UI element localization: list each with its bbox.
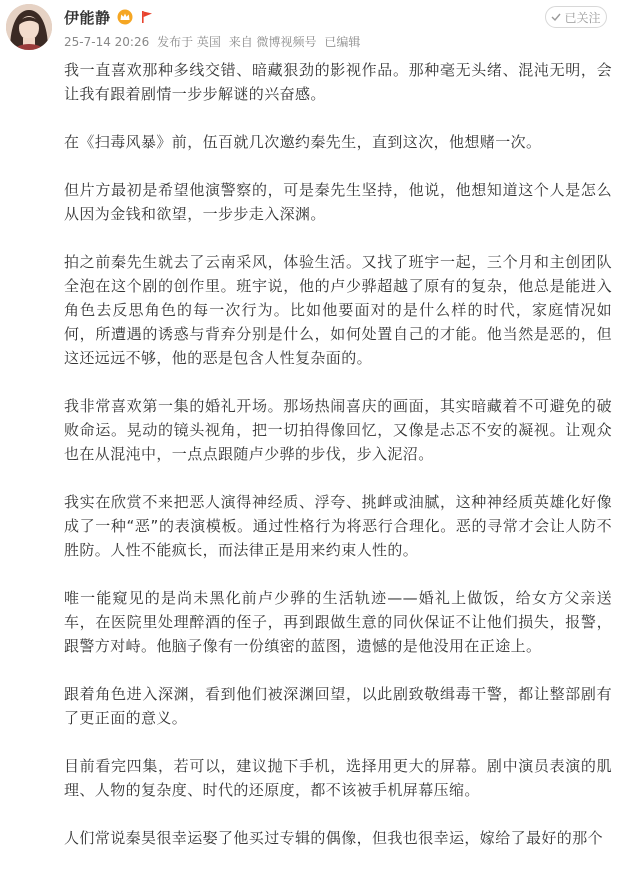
username-row xyxy=(64,6,155,28)
follow-button-label: 已关注 xyxy=(564,10,601,25)
post-paragraph-6: 我实在欣赏不来把恶人演得神经质、浮夸、挑衅或油腻，这种神经质英雄化好像成了一种“恶”的表演模板。通过性格行为将恶行合理化。恶的寻常才会让人防不胜防。人性不能疯长，而法律正是用来约束人性的。 xyxy=(64,493,612,559)
post-header xyxy=(0,0,622,56)
post-content xyxy=(64,58,612,874)
post-paragraph-9: 目前看完四集，若可以，建议抛下手机，选择用更大的屏幕。剧中演员表演的肌理、人物的复杂度、时代的还原度，都不该被手机屏幕压缩。 xyxy=(64,757,612,799)
post-paragraph-4: 拍之前秦先生就去了云南采风，体验生活。又找了班宇一起，三个月和主创团队全泡在这个剧的创作里。班宇说，他的卢少骅超越了原有的复杂，他总是能进入角色去反思角色的每一次行为。比如他要面对的是什么样的时代，家庭情况如何，所遭遇的诱惑与背弃分别是什么，如何处置自己的才能。他当然是恶的，但这还远远不够，他的恶是包含人性复杂面的。 xyxy=(64,253,612,367)
post-paragraph-10: 人们常说秦昊很幸运娶了他买过专辑的偶像，但我也很幸运，嫁给了最好的那个 xyxy=(64,829,604,847)
post-paragraph-8: 跟着角色进入深渊，看到他们被深渊回望，以此剧致敬缉毒干警，都让整部剧有了更正面的意义。 xyxy=(64,685,612,727)
red-flag-icon xyxy=(139,9,155,25)
username[interactable]: 伊能静 xyxy=(64,8,111,27)
post-date: 25-7-14 20:26 xyxy=(64,35,150,49)
post-paragraph-7: 唯一能窥见的是尚未黑化前卢少骅的生活轨迹——婚礼上做饭，给女方父亲送车，在医院里处理醉酒的侄子，再到跟做生意的同伙保证不让他们损失，报警，跟警方对峙。他脑子像有一份缜密的蓝图，遗憾的是他没用在正途上。 xyxy=(64,589,612,655)
post-edited-status[interactable]: 已编辑 xyxy=(324,35,361,49)
post-source[interactable]: 来自 微博视频号 xyxy=(228,35,317,49)
post-paragraph-1: 我一直喜欢那种多线交错、暗藏狠劲的影视作品。那种毫无头绪、混沌无明，会让我有跟着剧情一步步解谜的兴奋感。 xyxy=(64,61,612,103)
post-paragraph-5: 我非常喜欢第一集的婚礼开场。那场热闹喜庆的画面，其实暗藏着不可避免的破败命运。晃动的镜头视角，把一切拍得像回忆，又像是忐忑不安的凝视。让观众也在从混沌中，一点点跟随卢少骅的步伐，步入泥沼。 xyxy=(64,397,612,463)
follow-button[interactable] xyxy=(545,6,607,28)
post-paragraph-2: 在《扫毒风暴》前，伍百就几次邀约秦先生，直到这次，他想赌一次。 xyxy=(64,133,542,151)
post-meta xyxy=(64,33,364,50)
crown-badge-icon xyxy=(117,9,133,25)
post-location: 发布于 英国 xyxy=(157,35,221,49)
check-icon xyxy=(551,12,561,22)
avatar[interactable] xyxy=(6,4,52,50)
post-paragraph-3: 但片方最初是希望他演警察的，可是秦先生坚持，他说，他想知道这个人是怎么从因为金钱和欲望，一步步走入深渊。 xyxy=(64,181,612,223)
